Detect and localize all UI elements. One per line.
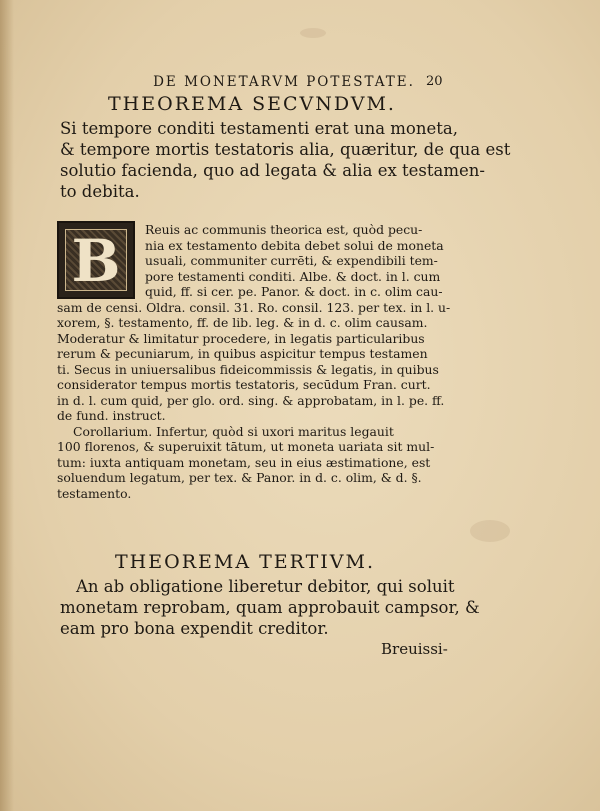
- body-line: xorem, §. testamento, ff. de lib. leg. & in d. c. olim causam.: [57, 315, 428, 330]
- body-line: considerator tempus mortis testatoris, secūdum Fran. curt.: [57, 377, 431, 392]
- corollary-line: tum: iuxta antiquam monetam, seu in eius æstimatione, est: [57, 454, 431, 470]
- statement-line: Si tempore conditi testamenti erat una moneta,: [60, 119, 458, 138]
- body-line: usuali, communiter currēti, & expendibili tem-: [145, 253, 438, 268]
- catchword: Breuissi-: [381, 640, 448, 658]
- theorem-2-body: [57, 222, 455, 501]
- theorem-3-heading: THEOREMA TERTIVM.: [115, 551, 375, 573]
- body-line: ti. Secus in uniuersalibus fideicommissis & legatis, in quibus: [57, 361, 439, 377]
- body-line: Moderatur & limitatur procedere, in legatis particularibus: [57, 330, 425, 346]
- paper-stain: [300, 28, 326, 38]
- theorem-2-statement: [60, 118, 511, 202]
- paper-stain: [470, 520, 510, 542]
- statement-line: solutio facienda, quo ad legata & alia ex testamen-: [60, 161, 485, 180]
- body-line: quid, ff. si cer. pe. Panor. & doct. in c. olim cau-: [145, 284, 443, 299]
- corollary-line: 100 florenos, & superuixit tātum, ut moneta uariata sit mul-: [57, 439, 435, 454]
- initial-letter: B: [71, 227, 121, 295]
- statement-line: to debita.: [60, 182, 140, 201]
- body-line: pore testamenti conditi. Albe. & doct. in l. cum: [145, 268, 441, 284]
- body-line: nia ex testamento debita debet solui de moneta: [145, 237, 444, 253]
- corollary-line: testamento.: [57, 485, 132, 501]
- running-title: DE MONETARVM POTESTATE.: [153, 74, 415, 90]
- body-line: sam de censi. Oldra. consil. 31. Ro. consil. 123. per tex. in l. u-: [57, 299, 451, 315]
- body-line: Reuis ac communis theorica est, quòd pecu-: [145, 222, 423, 237]
- body-line: rerum & pecuniarum, in quibus aspicitur tempus testamen: [57, 346, 428, 361]
- theorem-3-statement: [60, 576, 480, 639]
- body-line: in d. l. cum quid, per glo. ord. sing. & approbatam, in l. pe. ff.: [57, 392, 445, 408]
- corollary-line: soluendum legatum, per tex. & Panor. in d. c. olim, & d. §.: [57, 470, 422, 485]
- body-line: de fund. instruct.: [57, 408, 166, 423]
- binding-shadow: [0, 0, 14, 811]
- corollary-line: Corollarium. Infertur, quòd si uxori maritus legauit: [73, 423, 394, 439]
- statement-line: eam pro bona expendit creditor.: [60, 619, 329, 638]
- statement-line: monetam reprobam, quam approbauit campsor, &: [60, 598, 480, 617]
- page-number: 20: [426, 74, 443, 89]
- theorem-2-heading: THEOREMA SECVNDVM.: [108, 93, 396, 115]
- statement-line: & tempore mortis testatoris alia, quæritur, de qua est: [60, 140, 511, 159]
- statement-line: An ab obligatione liberetur debitor, qui soluit: [76, 577, 455, 596]
